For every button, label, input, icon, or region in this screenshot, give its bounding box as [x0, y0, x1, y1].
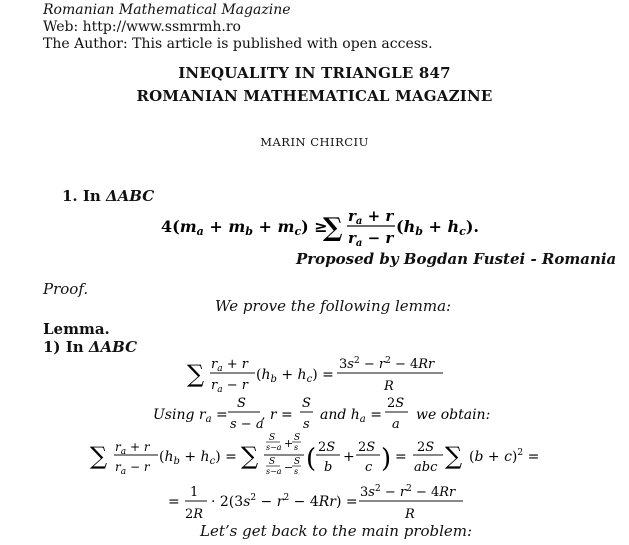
- proposed-by: Proposed by Bogdan Fustei - Romania: [296, 250, 617, 268]
- journal-title: ROMANIAN MATHEMATICAL MAGAZINE: [136, 87, 493, 105]
- svg-text:(hb + hc).: (hb + hc).: [396, 217, 479, 238]
- svg-text:and ha =: and $h_a$ =: [320, 407, 382, 425]
- svg-text:R: R: [384, 379, 394, 394]
- svg-text:s: s: [294, 443, 299, 452]
- substitution-line: [150, 393, 490, 433]
- main-inequality: [155, 205, 485, 249]
- svg-text:−: −: [284, 461, 294, 474]
- svg-text:3s2 − r2 − 4Rr: $3s^2 - r^2 - 4Rr$: [339, 356, 435, 372]
- svg-text:∑: ∑: [90, 442, 108, 470]
- svg-text:=: =: [395, 449, 407, 465]
- svg-text:2S: 2S: [358, 440, 376, 455]
- svg-text:ra − r: $r_a - r$: [115, 460, 150, 477]
- svg-text:S: S: [269, 433, 276, 443]
- svg-text:s: s: [294, 467, 299, 476]
- svg-text:s−a: s−a: [266, 443, 282, 452]
- website-line: Web: http://www.ssmrmh.ro: [43, 19, 241, 35]
- svg-text:∑: ∑: [445, 442, 463, 470]
- lemma-item-triangle: ΔABC: [88, 338, 138, 356]
- svg-text:· 2(3s2 − r2 − 4Rr) =: · $2(3s^2 - r^2 - 4Rr)$ =: [211, 493, 358, 510]
- svg-text:s: s: [303, 417, 310, 432]
- svg-text:(hb + hc) =: $(h_b + h_c)$ =: [159, 449, 237, 467]
- magazine-name: Romanian Mathematical Magazine: [43, 2, 291, 18]
- lemma-label: Lemma.: [43, 320, 110, 338]
- svg-text:+: +: [284, 437, 294, 450]
- final-formula: [165, 481, 465, 525]
- svg-text:ra + r: $r_a + r$: [115, 440, 150, 457]
- lemma-item-number: 1) In: [43, 338, 89, 356]
- svg-text:2S: 2S: [417, 440, 435, 455]
- derivation-formula: [88, 431, 548, 481]
- svg-text:(b + c)2 =: $(b + c)^2$ =: [469, 448, 540, 465]
- svg-text:3s2 − r2 − 4Rr: $3s^2 - r^2 - 4Rr$: [360, 484, 456, 500]
- svg-text:S: S: [294, 433, 301, 443]
- svg-text:ra − r: $r_a - r$: [348, 229, 394, 249]
- problem-triangle: ΔABC: [106, 187, 155, 205]
- svg-text:(hb + hc) =: $(h_b + h_c)$ =: [256, 367, 334, 385]
- svg-text:b: b: [324, 460, 333, 475]
- svg-text:S: S: [237, 396, 246, 411]
- back-to-main: Let’s get back to the main problem:: [200, 522, 473, 540]
- svg-text:+: +: [343, 449, 355, 465]
- proof-label: Proof.: [43, 280, 89, 298]
- svg-text:S: S: [294, 457, 301, 467]
- svg-text:Using ra =: Using $r_a$ =: [153, 407, 228, 425]
- svg-text:2R: 2R: [185, 507, 204, 522]
- svg-text:c: c: [365, 460, 373, 475]
- svg-text:a: a: [392, 417, 400, 432]
- svg-text:∑: ∑: [241, 442, 259, 470]
- svg-text:S: S: [302, 396, 311, 411]
- svg-text:we obtain:: we obtain:: [416, 407, 490, 423]
- paper-title: INEQUALITY IN TRIANGLE 847: [178, 64, 451, 82]
- svg-text:4(ma + mb + mc) ≥: 4(ma + mb + mc) ≥: [161, 217, 328, 238]
- svg-text:S: S: [269, 457, 276, 467]
- svg-text:): ): [381, 444, 392, 474]
- svg-text:2S: 2S: [387, 396, 405, 411]
- svg-text:ra + r: $r_a + r$: [211, 357, 248, 374]
- svg-text:(: (: [306, 444, 317, 474]
- svg-text:=: =: [168, 494, 180, 510]
- svg-text:, r =: , r =: [261, 407, 293, 423]
- problem-number: 1. In: [62, 187, 107, 205]
- author-name: MARIN CHIRCIU: [260, 135, 369, 149]
- svg-text:s−a: s−a: [266, 467, 282, 476]
- svg-text:abc: abc: [414, 460, 438, 475]
- svg-text:ra + r: $r_a + r$: [348, 207, 394, 227]
- svg-text:∑: ∑: [187, 360, 205, 388]
- svg-text:2S: 2S: [318, 440, 336, 455]
- license-line: The Author: This article is published with open access.: [43, 36, 433, 52]
- svg-text:s − a: s − a: [230, 417, 264, 432]
- proof-intro: We prove the following lemma:: [215, 297, 452, 315]
- svg-text:R: R: [405, 507, 415, 522]
- svg-text:1: 1: [190, 485, 199, 500]
- svg-text:ra − r: $r_a - r$: [211, 378, 248, 394]
- lemma-item: [43, 338, 137, 356]
- problem-heading: [62, 187, 154, 205]
- lemma-formula: [185, 354, 455, 394]
- svg-text:∑: ∑: [323, 213, 343, 243]
